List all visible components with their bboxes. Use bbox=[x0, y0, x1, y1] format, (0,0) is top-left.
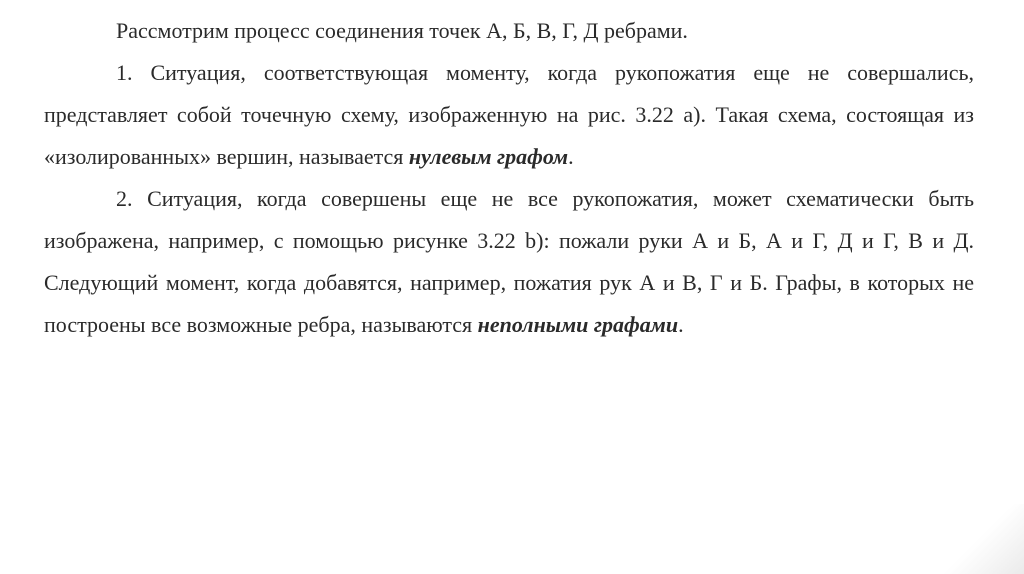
paragraph-1-end: . bbox=[568, 144, 574, 169]
paragraph-2-end: . bbox=[678, 312, 684, 337]
term-null-graph: нулевым графом bbox=[408, 144, 569, 169]
intro-text: Рассмотрим процесс соединения точек А, Б, В, Г, Д ребрами. bbox=[116, 18, 688, 43]
term-incomplete-graphs: неполными графами bbox=[477, 312, 679, 337]
intro-paragraph bbox=[44, 10, 974, 52]
document-text bbox=[44, 10, 974, 346]
paragraph-1-text: 1. Ситуация, соответствующая моменту, когда рукопожатия еще не совершались, представляет собой точечную схему, изображенную на рис. 3.22 а). Такая схема, состоящая из «изолированных» вершин, называется bbox=[44, 60, 974, 169]
paragraph-1 bbox=[44, 52, 974, 178]
paragraph-2 bbox=[44, 178, 974, 346]
paragraph-2-text: 2. Ситуация, когда совершены еще не все рукопожатия, может схематически быть изображена, например, с помощью рисунке 3.22 b): пожали руки А и Б, А и Г, Д и Г, В и Д. Следующий момент, когда добавятся, например, пожатия рук А и В, Г и Б. Графы, в которых не построены все возможные ребра, называются bbox=[44, 186, 974, 337]
page-corner-shadow bbox=[914, 504, 1024, 574]
